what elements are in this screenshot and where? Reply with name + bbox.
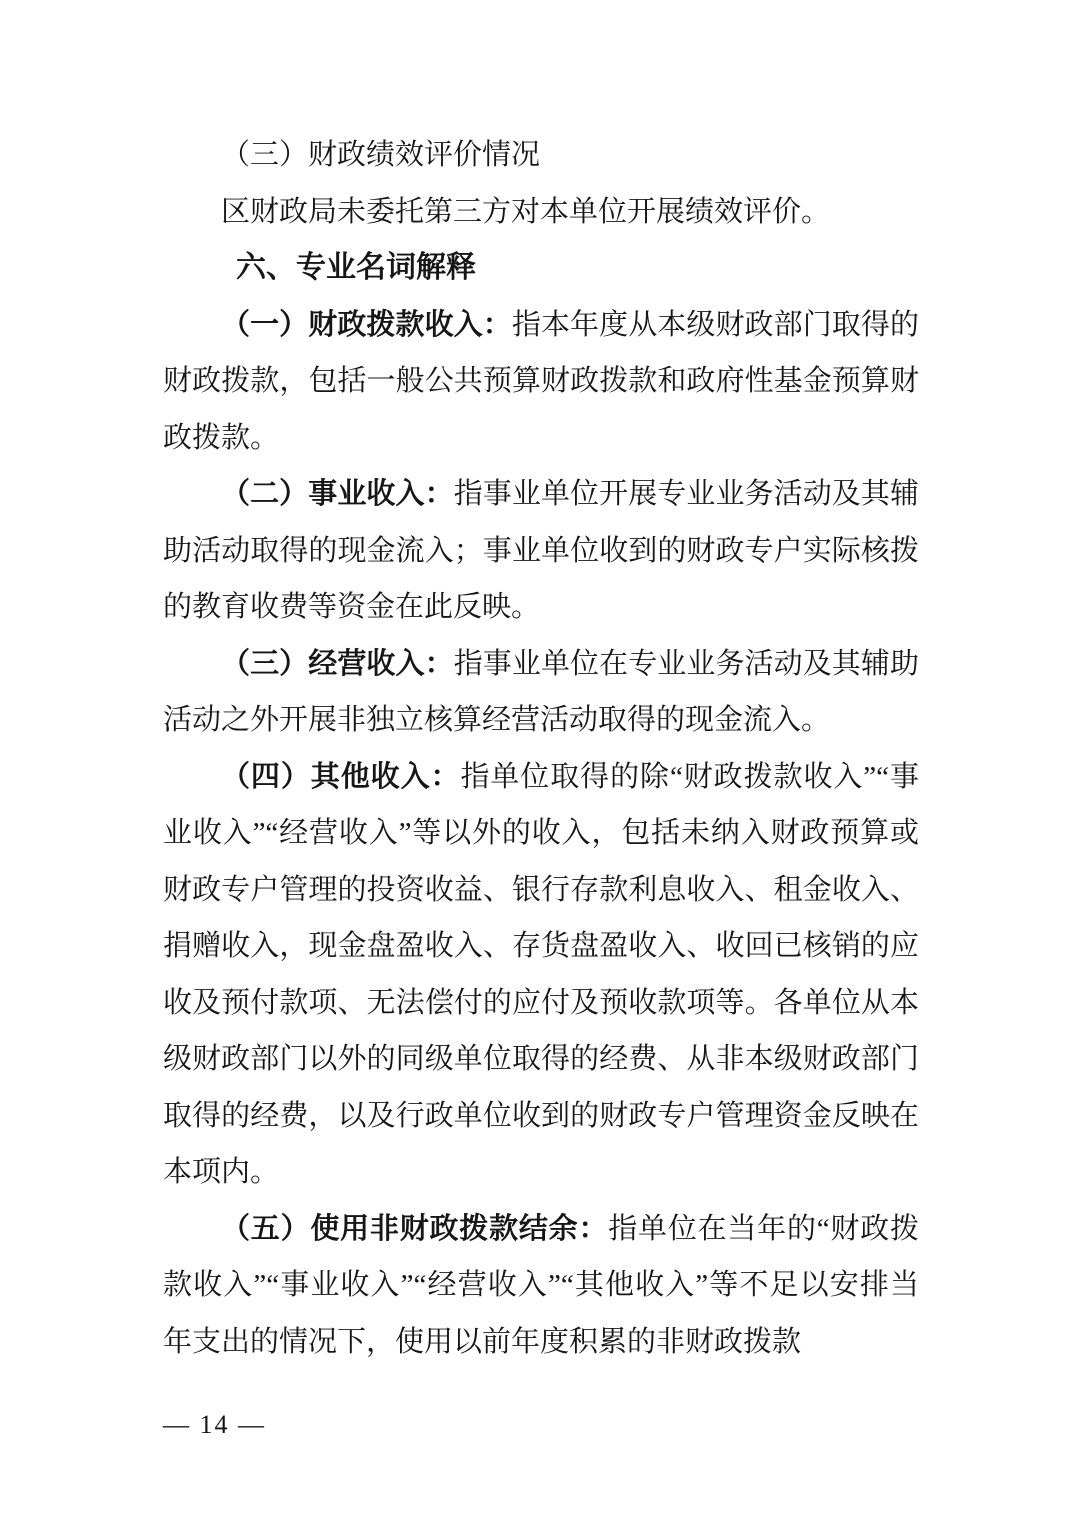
term-text: 指本年度从本级财政部门取得的财政拨款，包括一般公共预算财政拨款和政府性基金预算财政拨款。	[163, 308, 919, 454]
term-paragraph	[163, 297, 919, 467]
term-paragraph	[163, 1201, 919, 1371]
term-paragraph	[163, 636, 919, 749]
term-text: 指单位取得的除“财政拨款收入”“事业收入”“经营收入”等以外的收入，包括未纳入财政预算或财政专户管理的投资收益、银行存款利息收入、租金收入、捐赠收入，现金盘盈收入、存货盘盈收入、收回已核销的应收及预付款项、无法偿付的应付及预收款项等。各单位从本级财政部门以外的同级单位取得的经费、从非本级财政部门取得的经费，以及行政单位收到的财政专户管理资金反映在本项内。	[163, 760, 919, 1188]
intro-paragraph: 区财政局未委托第三方对本单位开展绩效评价。	[221, 195, 831, 228]
term-paragraph	[163, 749, 919, 1201]
page-number: — 14 —	[163, 1410, 266, 1439]
term-text: 指事业单位在专业业务活动及其辅助活动之外开展非独立核算经营活动取得的现金流入。	[163, 647, 919, 736]
term-paragraph	[163, 466, 919, 636]
term-lead: （五）使用非财政拨款结余：	[221, 1212, 609, 1245]
term-lead: （四）其他收入：	[221, 760, 461, 793]
term-text: 指事业单位开展专业业务活动及其辅助活动取得的现金流入；事业单位收到的财政专户实际核拨的教育收费等资金在此反映。	[163, 478, 919, 623]
term-lead: （一）财政拨款收入：	[221, 308, 512, 341]
term-text: 指单位在当年的“财政拨款收入”“事业收入”“经营收入”“其他收入”等不足以安排当年支出的情况下，使用以前年度积累的非财政拨款	[163, 1212, 919, 1358]
sub-section-heading: （三）财政绩效评价情况	[221, 139, 541, 171]
term-lead: （三）经营收入：	[221, 647, 454, 680]
term-lead: （二）事业收入：	[221, 478, 454, 510]
section-heading: 六、专业名词解释	[236, 251, 476, 284]
document-content	[163, 127, 919, 1370]
